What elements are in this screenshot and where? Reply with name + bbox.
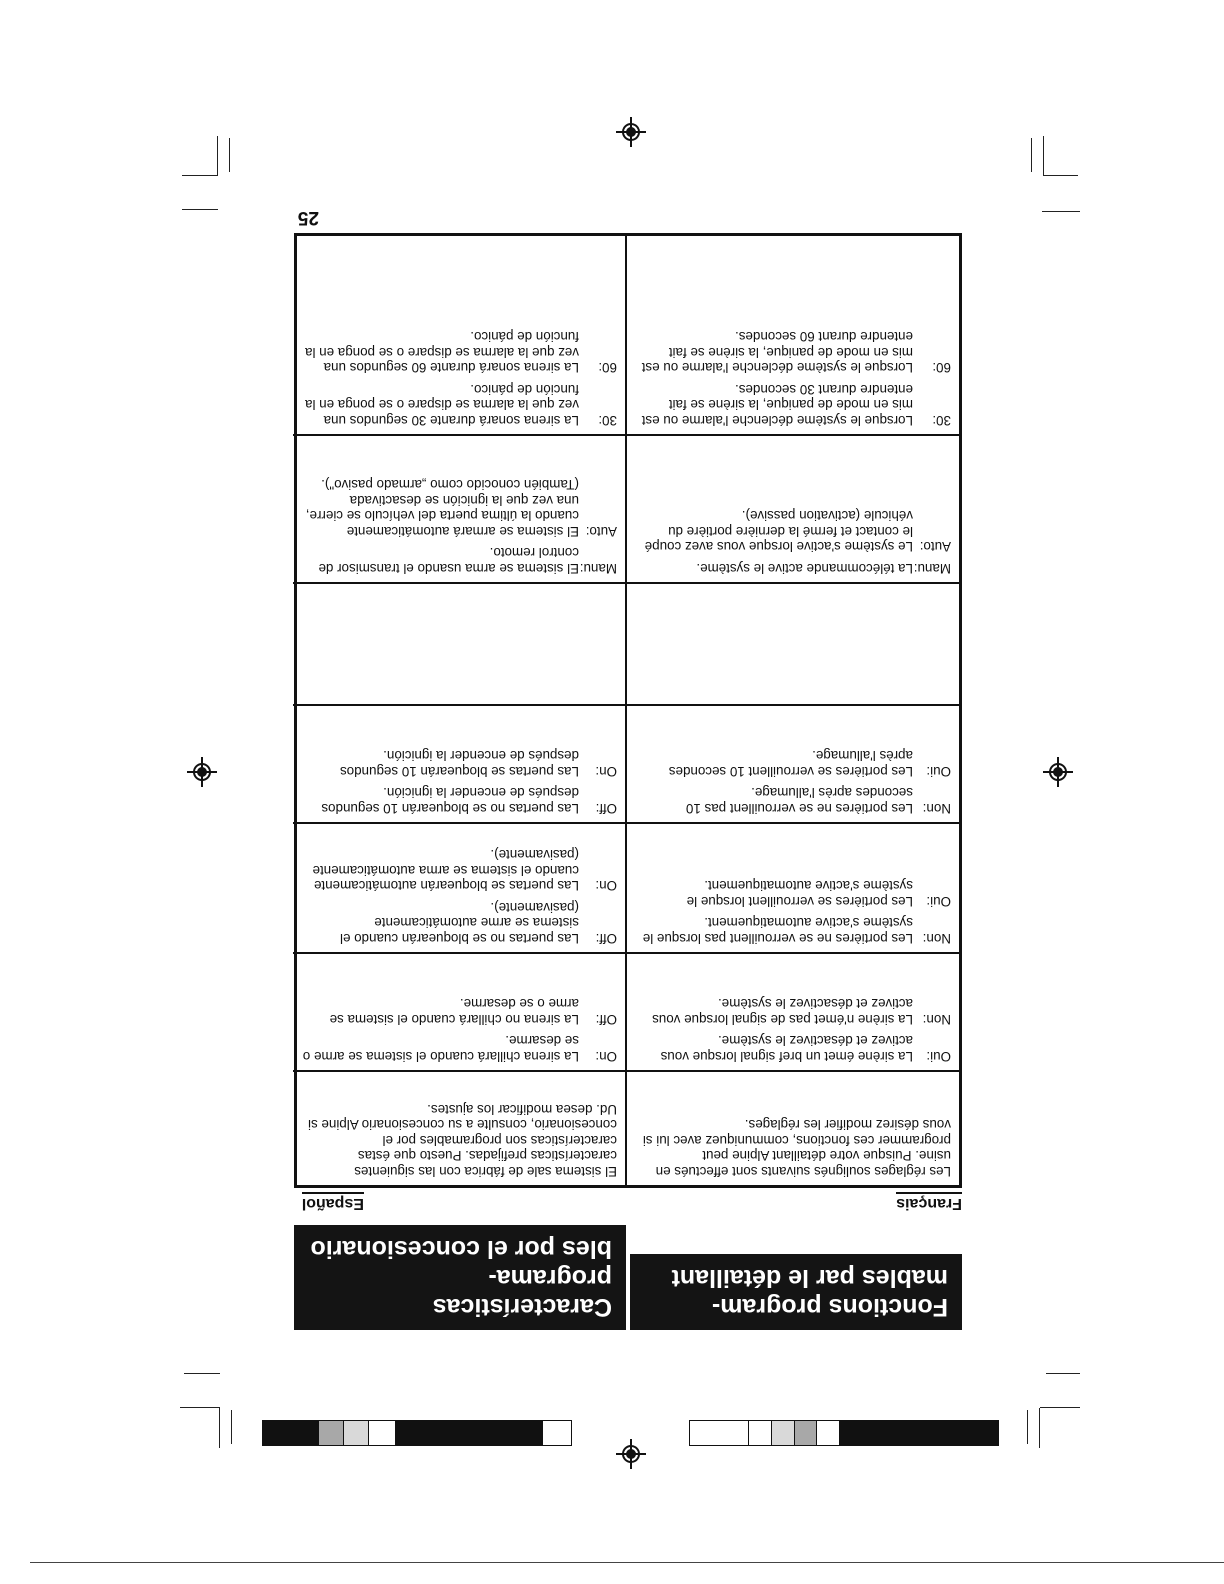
option-text: El sistema se armará automáticamente cuando la última puerta del vehículo se cierre, una vez que la ignición se desactivada (También conocido como „armado pasivo"). [305, 477, 579, 539]
option-text: Lorsque le système déclenche l'alarme ou est mis en mode de panique, la sirène se fait entendre durant 60 secondes. [641, 329, 913, 376]
spanish-heading-line-1: Características programa- [432, 1264, 612, 1321]
feature-cell [293, 954, 625, 1072]
programmable-features-table [294, 233, 962, 1188]
option [635, 878, 951, 909]
crop-mark [180, 1407, 220, 1408]
intro-cell [627, 1072, 959, 1185]
option-text: La télécommande active le système. [696, 561, 913, 576]
option-key: Auto: [585, 523, 617, 539]
spanish-language-label: Español [302, 1192, 364, 1212]
option-key: Off: [595, 801, 617, 816]
crop-mark [1046, 1373, 1080, 1374]
option-key: On: [595, 878, 617, 894]
option [301, 846, 617, 893]
crop-mark [1043, 136, 1044, 176]
option-key: On: [595, 763, 617, 779]
french-heading-line-1: Fonctions program- [711, 1293, 948, 1321]
option-key: 30: [932, 413, 951, 428]
option-key: 60: [598, 360, 617, 376]
option-key: Non: [922, 801, 951, 816]
option-key: Manu: [913, 561, 951, 576]
color-bar [262, 1420, 572, 1446]
option-text: Les portières ne se verrouillent pas lorsque le système s'active automatiquement. [642, 915, 913, 946]
option [301, 545, 617, 576]
option [635, 996, 951, 1027]
option-text: Las puertas se bloquearán 10 segundos después de encender la ignición. [340, 748, 579, 779]
option [301, 899, 617, 946]
option [635, 1033, 951, 1064]
crop-mark [1031, 138, 1032, 172]
crop-mark [184, 1373, 220, 1374]
option [301, 381, 617, 428]
option [635, 560, 951, 576]
option [301, 996, 617, 1027]
option-key: Off: [595, 1011, 617, 1027]
option-text: La sirène n'émet pas de signal lorsque vous activez et désactivez le système. [652, 996, 913, 1027]
feature-cell [627, 706, 959, 824]
option-key: Oui: [926, 763, 951, 779]
crop-mark [219, 1408, 220, 1448]
crop-mark [231, 1410, 232, 1444]
crop-mark [217, 136, 218, 176]
option-text: Les portières se verrouillent lorsque le système s'active automatiquement. [686, 878, 913, 909]
intro-text: Les réglages soulignés suivants sont effectués en usine. Puisque votre détaillant Alpine peut programmer ces fonctions, communiquez avec lui si vous désirez modifier les réglages. [642, 1117, 951, 1179]
crop-mark [1042, 211, 1080, 212]
spanish-heading-banner [294, 1225, 626, 1330]
option-text: Les portières ne se verrouillent pas 10 secondes après l'allumage. [685, 785, 913, 816]
crop-mark [182, 175, 218, 176]
option-key: Non: [922, 931, 951, 946]
empty-cell [627, 584, 959, 706]
option-text: El sistema se arma usando el transmisor de control remoto. [318, 545, 579, 576]
french-heading-line-2: mables par le détaillant [671, 1264, 948, 1292]
option [635, 328, 951, 375]
option-key: Manu: [579, 561, 617, 576]
crop-mark [229, 138, 230, 172]
registration-target-icon [187, 757, 217, 787]
option-text: La sirena no chillará cuando el sistema se arme o se desarme. [329, 996, 579, 1027]
option [301, 328, 617, 375]
crop-mark [182, 209, 218, 210]
option-key: Oui: [926, 1049, 951, 1064]
spanish-column [293, 236, 627, 1185]
option [635, 748, 951, 779]
option-text: Las puertas no se bloquearán 10 segundos después de encender la ignición. [321, 785, 579, 816]
option-text: Le système s'active lorsque vous avez coupé le contact et fermé la dernière portière du véhicule (activation passive). [644, 508, 913, 555]
option [301, 476, 617, 538]
option-key: Auto: [919, 539, 951, 555]
page-number: 25 [297, 207, 319, 228]
feature-cell [627, 954, 959, 1072]
option-key: Oui: [926, 893, 951, 909]
empty-cell [293, 584, 625, 706]
option-text: La sirena sonará durante 60 segundos una vez que la alarma se dispare o se ponga en la función de pánico. [305, 329, 579, 376]
feature-cell [627, 236, 959, 436]
option [301, 785, 617, 816]
intro-text: El sistema sale de fábrica con las siguientes características prefijadas. Puesto que éstas características son programables por el concesionario, consulte a su concesionario Alpine si Ud. desea modificar los ajustes. [308, 1101, 617, 1179]
scan-edge-line [30, 1562, 1224, 1563]
option-text: Las puertas se bloquearán automáticamente cuando el sistema se arma automáticamente (pasivamente). [312, 847, 579, 894]
registration-target-icon [616, 1439, 646, 1469]
option-text: La sirène émet un bref signal lorsque vous activez et désactivez le système. [660, 1033, 913, 1064]
option-key: Non: [922, 1011, 951, 1027]
crop-mark [1044, 175, 1078, 176]
option [301, 748, 617, 779]
option-key: 60: [932, 360, 951, 376]
intro-cell [293, 1072, 625, 1185]
option [635, 785, 951, 816]
registration-target-icon [1043, 757, 1073, 787]
french-language-label: Français [896, 1192, 962, 1212]
option-key: On: [595, 1049, 617, 1064]
feature-cell [627, 824, 959, 954]
color-bar [689, 1420, 999, 1446]
crop-mark [1027, 1410, 1028, 1444]
feature-cell [627, 436, 959, 584]
option-text: La sirena chillará cuando el sistema se arme o se desarme. [302, 1033, 579, 1064]
option-text: Las puertas no se bloquearán cuando el sistema se arme automáticamente (pasivamente). [340, 899, 579, 946]
registration-target-icon [616, 117, 646, 147]
option [635, 508, 951, 555]
option-key: 30: [598, 413, 617, 428]
feature-cell [293, 236, 625, 436]
option [635, 915, 951, 946]
option-text: La sirena sonará durante 30 segundos una vez que la alarma se dispare o se ponga en la función de pánico. [305, 381, 579, 428]
option [301, 1033, 617, 1064]
option-text: Lorsque le système déclenche l'alarme ou est mis en mode de panique, la sirène se fait entendre durant 30 secondes. [641, 381, 913, 428]
feature-cell [293, 824, 625, 954]
feature-cell [293, 436, 625, 584]
option [635, 381, 951, 428]
option-key: Off: [595, 931, 617, 946]
spanish-heading-line-2: bles por el concesionario [310, 1235, 612, 1263]
feature-cell [293, 706, 625, 824]
crop-mark [1039, 1408, 1040, 1448]
french-column [627, 236, 959, 1185]
crop-mark [1040, 1407, 1080, 1408]
option-text: Les portières se verrouillent 10 secondes après l'allumage. [668, 748, 913, 779]
french-heading-banner [630, 1254, 962, 1330]
